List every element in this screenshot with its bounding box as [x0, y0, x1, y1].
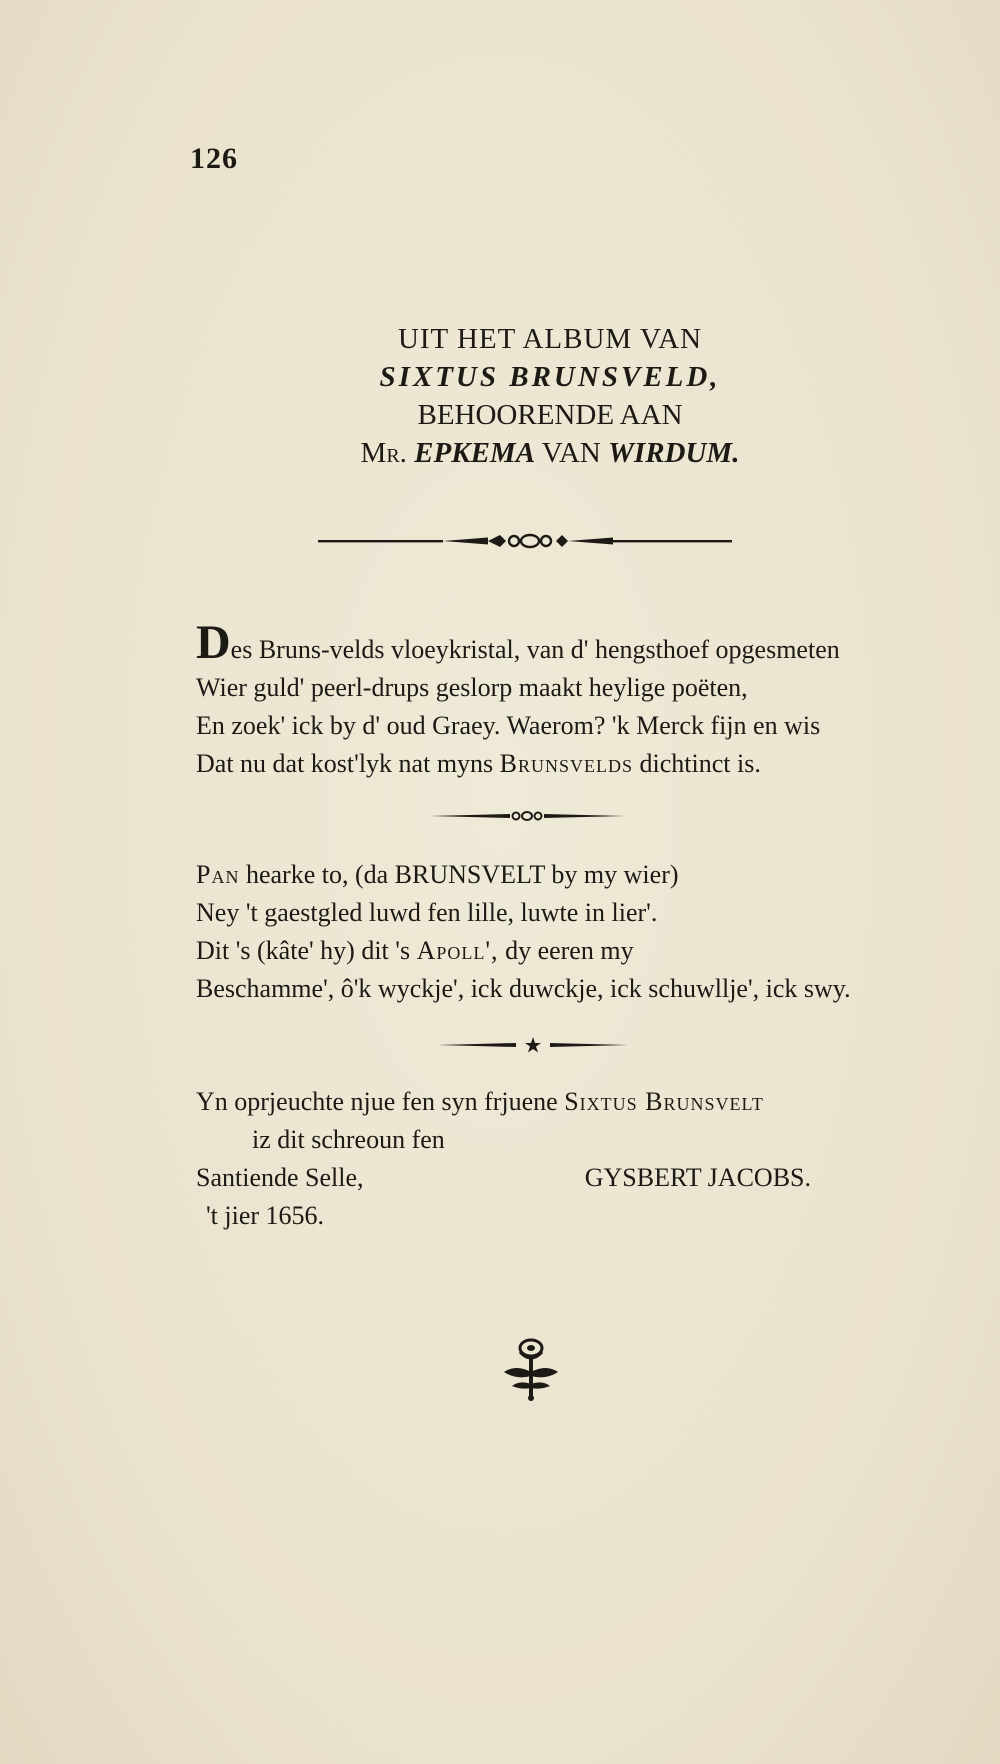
- ornament-divider-icon: [318, 531, 732, 551]
- dedication-line-2: iz dit schreoun fen: [252, 1125, 445, 1154]
- stanza-1: [196, 616, 886, 783]
- signature-year: 't jier 1656.: [206, 1201, 325, 1230]
- stanza-2-line-3: [196, 932, 886, 970]
- closing-dedication: [196, 1083, 886, 1235]
- stanza-2-line-3-b: dy eeren my: [505, 936, 634, 965]
- stanza-2-line-4: Beschamme', ô'k wyckje', ick duwckje, ick schuwllje', ick swy.: [196, 974, 851, 1003]
- stanza-2-line-3-a: Dit 's (kâte' hy) dit 's: [196, 936, 411, 965]
- stanza-1-line-3: En zoek' ick by d' oud Graey. Waerom? 'k Merck fijn en wis: [196, 711, 821, 740]
- signature-author: GYSBERT JACOBS.: [584, 1163, 811, 1192]
- stanza-2-line-2: Ney 't gaestgled luwd fen lille, luwte in lier'.: [196, 898, 658, 927]
- stanza-2-line-1-text: hearke to, (da BRUNSVELT by my wier): [245, 860, 679, 889]
- title-van: VAN: [541, 437, 601, 469]
- stanza-1-line-2: Wier guld' peerl-drups geslorp maakt heylige poëten,: [196, 673, 748, 702]
- dedication-line-1-a: Yn oprjeuchte njue fen syn frjuene: [196, 1087, 558, 1116]
- signature-line: [196, 1159, 811, 1197]
- poem-title: [250, 320, 850, 472]
- stanza-1-line-1-text: es Bruns-velds vloeykristal, van d' hengsthoef opgesmeten: [230, 635, 840, 664]
- title-name: EPKEMA: [414, 437, 536, 469]
- stanza-1-line-4-sc: Brunsvelds: [499, 749, 634, 778]
- signature-place: Santiende Selle,: [196, 1163, 364, 1192]
- title-line-1: UIT HET ALBUM VAN: [397, 323, 703, 355]
- page-number: 126: [190, 142, 238, 175]
- stanza-2: [196, 856, 886, 1008]
- title-place: WIRDUM.: [608, 437, 740, 469]
- ornament-divider-small-icon: [430, 809, 625, 823]
- title-line-4: [250, 434, 850, 472]
- stanza-2-line-3-sc: Apoll',: [416, 936, 499, 965]
- title-prefix: Mr.: [360, 437, 407, 469]
- stanza-2-line-1: [196, 856, 886, 894]
- drop-cap: D: [196, 616, 231, 669]
- stanza-1-line-4-b: dichtinct is.: [639, 749, 761, 778]
- title-line-2: SIXTUS BRUNSVELD,: [379, 361, 721, 393]
- ornament-star-divider-icon: [438, 1035, 628, 1055]
- title-line-3: BEHOORENDE AAN: [417, 399, 683, 431]
- dedication-name: Sixtus Brunsvelt: [564, 1087, 764, 1116]
- stanza-1-line-4-a: Dat nu dat kost'lyk nat myns: [196, 749, 494, 778]
- stanza-2-line-1-sc: Pan: [196, 860, 240, 889]
- stanza-1-line-1: [196, 616, 886, 669]
- floral-tailpiece-icon: [500, 1338, 562, 1407]
- dedication-line-1: [196, 1083, 886, 1121]
- stanza-1-line-4: [196, 745, 886, 783]
